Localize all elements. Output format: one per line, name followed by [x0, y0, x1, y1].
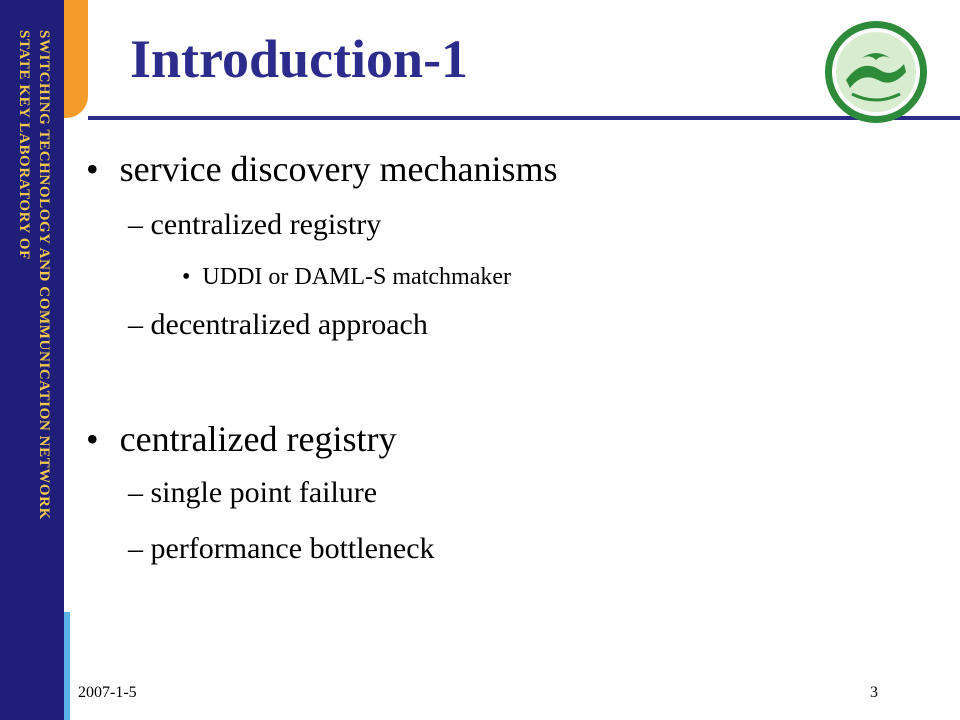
bullet-marker: • — [86, 149, 99, 189]
bullet-level-1 — [86, 418, 396, 460]
page-number: 3 — [870, 684, 878, 701]
sidebar-stripe — [64, 612, 70, 720]
bullet-text: service discovery mechanisms — [119, 149, 558, 189]
laboratory-name — [6, 30, 54, 690]
dash-marker: – — [128, 208, 143, 241]
university-seal-icon — [822, 18, 930, 126]
laboratory-name-line-2: STATE KEY LABORATORY OF — [16, 30, 32, 260]
bullet-text: decentralized approach — [150, 308, 428, 341]
bullet-level-2 — [128, 476, 377, 510]
footer-date: 2007-1-5 — [78, 684, 137, 701]
bullet-level-2 — [128, 308, 428, 342]
bullet-text: single point failure — [150, 476, 378, 509]
bullet-level-2 — [128, 532, 435, 566]
dash-marker: – — [128, 476, 143, 509]
bullet-text: UDDI or DAML-S matchmaker — [202, 264, 511, 290]
bullet-text: centralized registry — [119, 419, 397, 459]
dash-marker: – — [128, 532, 143, 565]
bullet-text: centralized registry — [150, 208, 382, 241]
bullet-level-2 — [128, 208, 381, 242]
bullet-text: performance bottleneck — [150, 532, 435, 565]
bullet-marker: • — [182, 264, 191, 290]
sidebar-accent — [64, 0, 88, 118]
slide-title: Introduction-1 — [130, 29, 469, 89]
dash-marker: – — [128, 308, 143, 341]
bullet-level-1 — [86, 148, 557, 190]
bullet-marker: • — [86, 419, 99, 459]
laboratory-name-line-1: SWITCHING TECHNOLOGY AND COMMUNICATION NETWORK — [36, 30, 52, 520]
bullet-level-3 — [182, 264, 511, 291]
